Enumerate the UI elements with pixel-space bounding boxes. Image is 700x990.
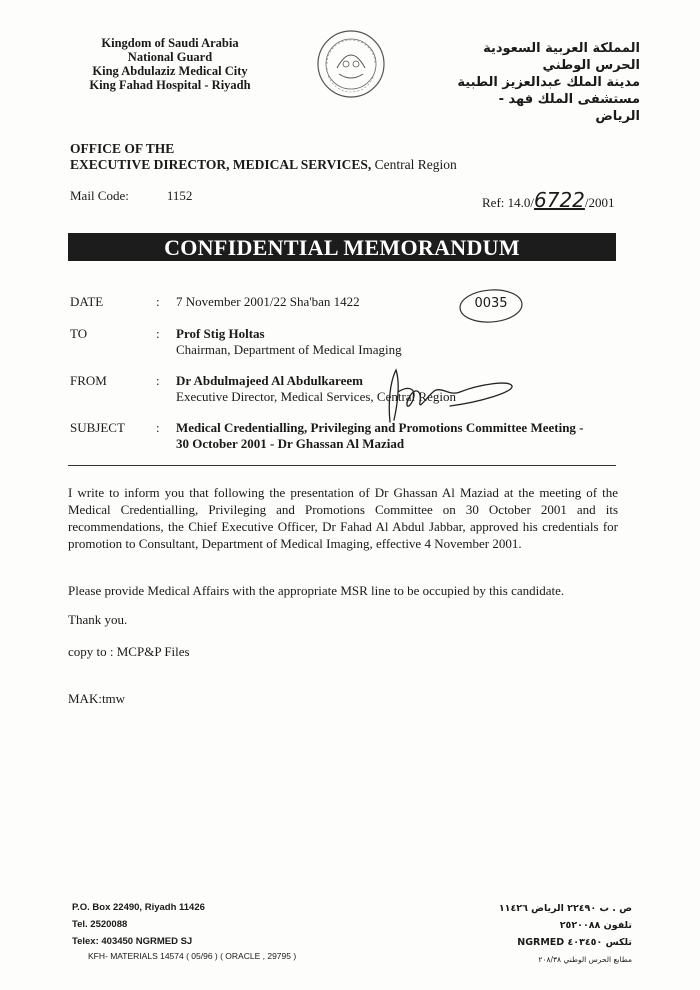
header-line: مستشفى الملك فهد - الرياض <box>498 92 640 124</box>
footer-line: Telex: 403450 NGRMED SJ <box>72 936 193 947</box>
footer-line: مطابع الحرس الوطني ٢٠٨/٣٨ <box>538 955 632 964</box>
from-row <box>70 373 630 407</box>
body-paragraph: I write to inform you that following the presentation of Dr Ghassan Al Maziad at the meeting of the Medical Credentialling, Privileging and Promotions Committee on 30 October 2001 and its recommendations, the Chief Executive Officer, Dr Fahad Al Abdul Jabbar, approved his credentials for promotion to Consultant, Department of Medical Imaging, effective 4 November 2001. <box>68 485 618 551</box>
recipient-title: Chairman, Department of Medical Imaging <box>176 342 402 357</box>
footer-contact-arabic <box>432 900 632 968</box>
institution-header-english <box>70 36 270 92</box>
national-guard-seal-icon <box>315 28 387 100</box>
subject-row <box>70 420 630 454</box>
footer-line: Tel. 2520088 <box>72 919 128 930</box>
mail-code <box>70 188 192 204</box>
header-line: King Abdulaziz Medical City <box>92 64 248 78</box>
footer-line <box>432 934 632 951</box>
ref-suffix: /2001 <box>584 195 615 210</box>
header-line: King Fahad Hospital - Riyadh <box>89 78 251 92</box>
office-title: EXECUTIVE DIRECTOR, MEDICAL SERVICES, <box>70 157 372 172</box>
copy-to: copy to : MCP&P Files <box>68 644 190 659</box>
mail-code-value: 1152 <box>166 188 193 203</box>
header-line: الحرس الوطني <box>542 58 640 73</box>
sender-title: Executive Director, Medical Services, Central Region <box>176 389 456 404</box>
colon: : <box>156 373 160 388</box>
colon: : <box>156 294 160 309</box>
office-line <box>70 157 457 173</box>
to-row <box>70 326 630 360</box>
date-value: 7 November 2001/22 Sha'ban 1422 <box>176 294 360 309</box>
footer-line: P.O. Box 22490, Riyadh 11426 <box>72 902 205 913</box>
subject-line: Medical Credentialling, Privileging and Promotions Committee Meeting - <box>176 420 584 435</box>
telex-latin: NGRMED <box>517 937 565 948</box>
typist-initials: MAK:tmw <box>68 691 126 706</box>
ref-prefix: Ref: 14.0/ <box>482 195 534 210</box>
colon: : <box>156 326 160 341</box>
divider <box>68 465 616 466</box>
form-code: KFH- MATERIALS 14574 ( 05/96 ) ( ORACLE , 29795 ) <box>88 951 297 961</box>
reference-number <box>482 188 615 212</box>
footer-contact-english <box>72 899 205 950</box>
to-label: TO <box>70 326 88 341</box>
header-line: المملكة العربية السعودية <box>483 41 640 56</box>
from-label: FROM <box>70 373 107 388</box>
date-row <box>70 294 630 312</box>
office-heading <box>70 141 457 173</box>
header-line: National Guard <box>127 50 213 64</box>
subject-label: SUBJECT <box>70 420 125 435</box>
office-line: OFFICE OF THE <box>70 141 175 156</box>
date-label: DATE <box>70 294 104 309</box>
header-line: مدينة الملك عبدالعزيز الطبية <box>457 75 640 90</box>
stamp-number: 0035 <box>474 296 508 311</box>
subject-line: 30 October 2001 - Dr Ghassan Al Maziad <box>176 436 405 451</box>
colon: : <box>156 420 160 435</box>
body-paragraph: Please provide Medical Affairs with the appropriate MSR line to be occupied by this candidate. <box>68 583 565 598</box>
memo-banner: CONFIDENTIAL MEMORANDUM <box>68 233 616 261</box>
telex-arabic: تلكس ٤٠٣٤٥٠ <box>567 937 632 948</box>
footer-line: تلفون ٢٥٢٠٠٨٨ <box>559 920 632 931</box>
sender-name: Dr Abdulmajeed Al Abdulkareem <box>176 373 363 388</box>
mail-code-label: Mail Code: <box>70 188 129 203</box>
office-region: Central Region <box>371 157 457 172</box>
recipient-name: Prof Stig Holtas <box>176 326 265 341</box>
ref-handwritten-number: 6722 <box>534 188 585 212</box>
institution-header-arabic <box>450 40 640 125</box>
closing: Thank you. <box>68 612 128 627</box>
footer-line: ص . ب ٢٢٤٩٠ الرياض ١١٤٢٦ <box>498 903 632 914</box>
header-line: Kingdom of Saudi Arabia <box>101 36 239 50</box>
